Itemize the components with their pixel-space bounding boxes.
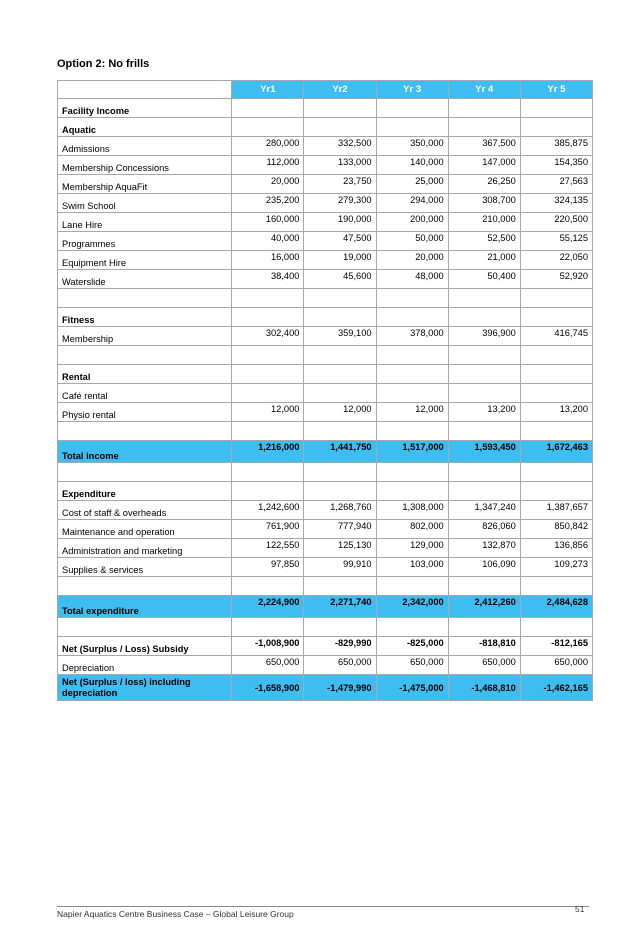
value-cell: 52,500: [448, 232, 520, 251]
value-cell: 650,000: [520, 656, 592, 675]
table-row: [58, 618, 593, 637]
value-cell: [448, 99, 520, 118]
table-row: [58, 637, 593, 656]
value-cell: [448, 618, 520, 637]
value-cell: 200,000: [376, 213, 448, 232]
value-cell: [376, 308, 448, 327]
row-label: Supplies & services: [58, 558, 232, 577]
value-cell: [304, 463, 376, 482]
value-cell: 50,000: [376, 232, 448, 251]
value-cell: 2,484,628: [520, 596, 592, 618]
value-cell: 38,400: [232, 270, 304, 289]
value-cell: [376, 618, 448, 637]
value-cell: 294,000: [376, 194, 448, 213]
table-row: [58, 558, 593, 577]
value-cell: 50,400: [448, 270, 520, 289]
page-title: Option 2: No frills: [57, 58, 150, 70]
row-label: Rental: [58, 365, 232, 384]
value-cell: 140,000: [376, 156, 448, 175]
value-cell: 125,130: [304, 539, 376, 558]
value-cell: [520, 289, 592, 308]
value-cell: 106,090: [448, 558, 520, 577]
value-cell: 280,000: [232, 137, 304, 156]
value-cell: [304, 618, 376, 637]
row-label: [58, 463, 232, 482]
table-row: [58, 289, 593, 308]
value-cell: 650,000: [376, 656, 448, 675]
value-cell: 19,000: [304, 251, 376, 270]
value-cell: [448, 289, 520, 308]
value-cell: 1,242,600: [232, 501, 304, 520]
value-cell: 48,000: [376, 270, 448, 289]
value-cell: 1,441,750: [304, 441, 376, 463]
row-label: [58, 618, 232, 637]
table-row: [58, 463, 593, 482]
table-row: [58, 327, 593, 346]
value-cell: 1,308,000: [376, 501, 448, 520]
row-label: [58, 577, 232, 596]
value-cell: -1,475,000: [376, 675, 448, 701]
value-cell: 20,000: [376, 251, 448, 270]
table-row: [58, 482, 593, 501]
value-cell: 308,700: [448, 194, 520, 213]
value-cell: [232, 99, 304, 118]
value-cell: [520, 384, 592, 403]
value-cell: [376, 577, 448, 596]
value-cell: 13,200: [448, 403, 520, 422]
table-row: [58, 308, 593, 327]
page-number: 51: [575, 904, 585, 914]
value-cell: [304, 365, 376, 384]
value-cell: 210,000: [448, 213, 520, 232]
row-label: Administration and marketing: [58, 539, 232, 558]
value-cell: [376, 99, 448, 118]
value-cell: [376, 346, 448, 365]
table-row: [58, 251, 593, 270]
value-cell: 22,050: [520, 251, 592, 270]
table-row: [58, 403, 593, 422]
row-label: Membership AquaFit: [58, 175, 232, 194]
value-cell: [520, 482, 592, 501]
value-cell: 367,500: [448, 137, 520, 156]
value-cell: 220,500: [520, 213, 592, 232]
value-cell: [520, 346, 592, 365]
value-cell: 802,000: [376, 520, 448, 539]
value-cell: 40,000: [232, 232, 304, 251]
value-cell: 2,271,740: [304, 596, 376, 618]
value-cell: -1,008,900: [232, 637, 304, 656]
value-cell: 378,000: [376, 327, 448, 346]
row-label: Lane Hire: [58, 213, 232, 232]
row-label: Swim School: [58, 194, 232, 213]
footer-divider: [57, 906, 589, 907]
column-header: Yr1: [232, 81, 304, 99]
row-label: [58, 422, 232, 441]
row-label: Waterslide: [58, 270, 232, 289]
value-cell: 1,216,000: [232, 441, 304, 463]
value-cell: -829,990: [304, 637, 376, 656]
value-cell: 12,000: [376, 403, 448, 422]
value-cell: 13,200: [520, 403, 592, 422]
value-cell: 396,900: [448, 327, 520, 346]
value-cell: 147,000: [448, 156, 520, 175]
value-cell: [304, 308, 376, 327]
table-row: [58, 99, 593, 118]
row-label: Physio rental: [58, 403, 232, 422]
row-label: Net (Surplus / loss) including depreciation: [58, 675, 232, 701]
footer-text: Napier Aquatics Centre Business Case – Global Leisure Group: [57, 909, 294, 919]
value-cell: 2,224,900: [232, 596, 304, 618]
row-label: Membership Concessions: [58, 156, 232, 175]
value-cell: 350,000: [376, 137, 448, 156]
value-cell: 1,672,463: [520, 441, 592, 463]
table-row: [58, 675, 593, 701]
table-row: [58, 520, 593, 539]
value-cell: 16,000: [232, 251, 304, 270]
value-cell: [232, 365, 304, 384]
table-row: [58, 175, 593, 194]
table-row: [58, 422, 593, 441]
value-cell: [520, 618, 592, 637]
value-cell: [304, 118, 376, 137]
value-cell: [448, 308, 520, 327]
value-cell: 1,517,000: [376, 441, 448, 463]
value-cell: [376, 463, 448, 482]
financial-table: [57, 80, 593, 701]
value-cell: [232, 289, 304, 308]
value-cell: 160,000: [232, 213, 304, 232]
table-row: [58, 441, 593, 463]
value-cell: [376, 365, 448, 384]
table-row: [58, 656, 593, 675]
value-cell: [448, 577, 520, 596]
table-row: [58, 232, 593, 251]
value-cell: 385,875: [520, 137, 592, 156]
value-cell: 20,000: [232, 175, 304, 194]
value-cell: [304, 422, 376, 441]
row-label: Depreciation: [58, 656, 232, 675]
row-label: Maintenance and operation: [58, 520, 232, 539]
row-label: Café rental: [58, 384, 232, 403]
value-cell: 12,000: [304, 403, 376, 422]
value-cell: 302,400: [232, 327, 304, 346]
value-cell: 190,000: [304, 213, 376, 232]
value-cell: [376, 482, 448, 501]
value-cell: [448, 384, 520, 403]
table-row: [58, 596, 593, 618]
row-label: Fitness: [58, 308, 232, 327]
value-cell: 826,060: [448, 520, 520, 539]
value-cell: [520, 365, 592, 384]
value-cell: 650,000: [232, 656, 304, 675]
value-cell: -818,810: [448, 637, 520, 656]
table-row: [58, 194, 593, 213]
value-cell: 1,387,657: [520, 501, 592, 520]
row-label: Membership: [58, 327, 232, 346]
value-cell: 109,273: [520, 558, 592, 577]
value-cell: 1,268,760: [304, 501, 376, 520]
value-cell: -812,165: [520, 637, 592, 656]
value-cell: 99,910: [304, 558, 376, 577]
value-cell: 324,135: [520, 194, 592, 213]
row-label: [58, 346, 232, 365]
value-cell: [304, 346, 376, 365]
value-cell: 761,900: [232, 520, 304, 539]
value-cell: 279,300: [304, 194, 376, 213]
value-cell: 47,500: [304, 232, 376, 251]
value-cell: 850,842: [520, 520, 592, 539]
column-header: Yr 3: [376, 81, 448, 99]
value-cell: 133,000: [304, 156, 376, 175]
value-cell: [520, 463, 592, 482]
table-header-row: [58, 81, 593, 99]
value-cell: [520, 577, 592, 596]
row-label: Facility Income: [58, 99, 232, 118]
value-cell: 132,870: [448, 539, 520, 558]
value-cell: 21,000: [448, 251, 520, 270]
value-cell: 112,000: [232, 156, 304, 175]
table-row: [58, 577, 593, 596]
table-row: [58, 384, 593, 403]
value-cell: 52,920: [520, 270, 592, 289]
value-cell: [448, 482, 520, 501]
column-header: Yr2: [304, 81, 376, 99]
value-cell: 235,200: [232, 194, 304, 213]
value-cell: [304, 384, 376, 403]
header-blank-cell: [58, 81, 232, 99]
table-row: [58, 137, 593, 156]
value-cell: 154,350: [520, 156, 592, 175]
table-row: [58, 118, 593, 137]
value-cell: -1,462,165: [520, 675, 592, 701]
row-label: Admissions: [58, 137, 232, 156]
value-cell: [232, 346, 304, 365]
value-cell: [448, 118, 520, 137]
value-cell: 777,940: [304, 520, 376, 539]
row-label: Cost of staff & overheads: [58, 501, 232, 520]
row-label: Total income: [58, 441, 232, 463]
value-cell: [304, 482, 376, 501]
value-cell: 45,600: [304, 270, 376, 289]
value-cell: 103,000: [376, 558, 448, 577]
value-cell: 122,550: [232, 539, 304, 558]
value-cell: [520, 308, 592, 327]
value-cell: 27,563: [520, 175, 592, 194]
value-cell: 26,250: [448, 175, 520, 194]
value-cell: -1,658,900: [232, 675, 304, 701]
value-cell: 12,000: [232, 403, 304, 422]
row-label: Programmes: [58, 232, 232, 251]
value-cell: [304, 99, 376, 118]
table-row: [58, 501, 593, 520]
value-cell: 332,500: [304, 137, 376, 156]
value-cell: [376, 384, 448, 403]
value-cell: 2,342,000: [376, 596, 448, 618]
row-label: Equipment Hire: [58, 251, 232, 270]
value-cell: 416,745: [520, 327, 592, 346]
value-cell: 129,000: [376, 539, 448, 558]
value-cell: 2,412,260: [448, 596, 520, 618]
value-cell: [448, 346, 520, 365]
row-label: Expenditure: [58, 482, 232, 501]
value-cell: [448, 365, 520, 384]
value-cell: [232, 118, 304, 137]
value-cell: [232, 577, 304, 596]
value-cell: [232, 422, 304, 441]
table-row: [58, 213, 593, 232]
value-cell: 136,856: [520, 539, 592, 558]
value-cell: -825,000: [376, 637, 448, 656]
value-cell: [232, 308, 304, 327]
value-cell: [520, 99, 592, 118]
value-cell: [448, 422, 520, 441]
value-cell: [520, 422, 592, 441]
value-cell: [232, 618, 304, 637]
value-cell: [376, 422, 448, 441]
value-cell: 1,593,450: [448, 441, 520, 463]
row-label: Total expenditure: [58, 596, 232, 618]
value-cell: [232, 463, 304, 482]
value-cell: [376, 118, 448, 137]
value-cell: [304, 577, 376, 596]
table-row: [58, 270, 593, 289]
value-cell: 650,000: [304, 656, 376, 675]
value-cell: [232, 482, 304, 501]
value-cell: 1,347,240: [448, 501, 520, 520]
value-cell: -1,479,990: [304, 675, 376, 701]
row-label: [58, 289, 232, 308]
row-label: Net (Surplus / Loss) Subsidy: [58, 637, 232, 656]
value-cell: 25,000: [376, 175, 448, 194]
value-cell: 55,125: [520, 232, 592, 251]
table-row: [58, 346, 593, 365]
value-cell: [304, 289, 376, 308]
row-label: Aquatic: [58, 118, 232, 137]
value-cell: [520, 118, 592, 137]
column-header: Yr 4: [448, 81, 520, 99]
table-row: [58, 156, 593, 175]
column-header: Yr 5: [520, 81, 592, 99]
value-cell: 97,850: [232, 558, 304, 577]
value-cell: [232, 384, 304, 403]
value-cell: 359,100: [304, 327, 376, 346]
value-cell: 650,000: [448, 656, 520, 675]
value-cell: [376, 289, 448, 308]
value-cell: [448, 463, 520, 482]
table-row: [58, 365, 593, 384]
value-cell: -1,468,810: [448, 675, 520, 701]
table-row: [58, 539, 593, 558]
value-cell: 23,750: [304, 175, 376, 194]
